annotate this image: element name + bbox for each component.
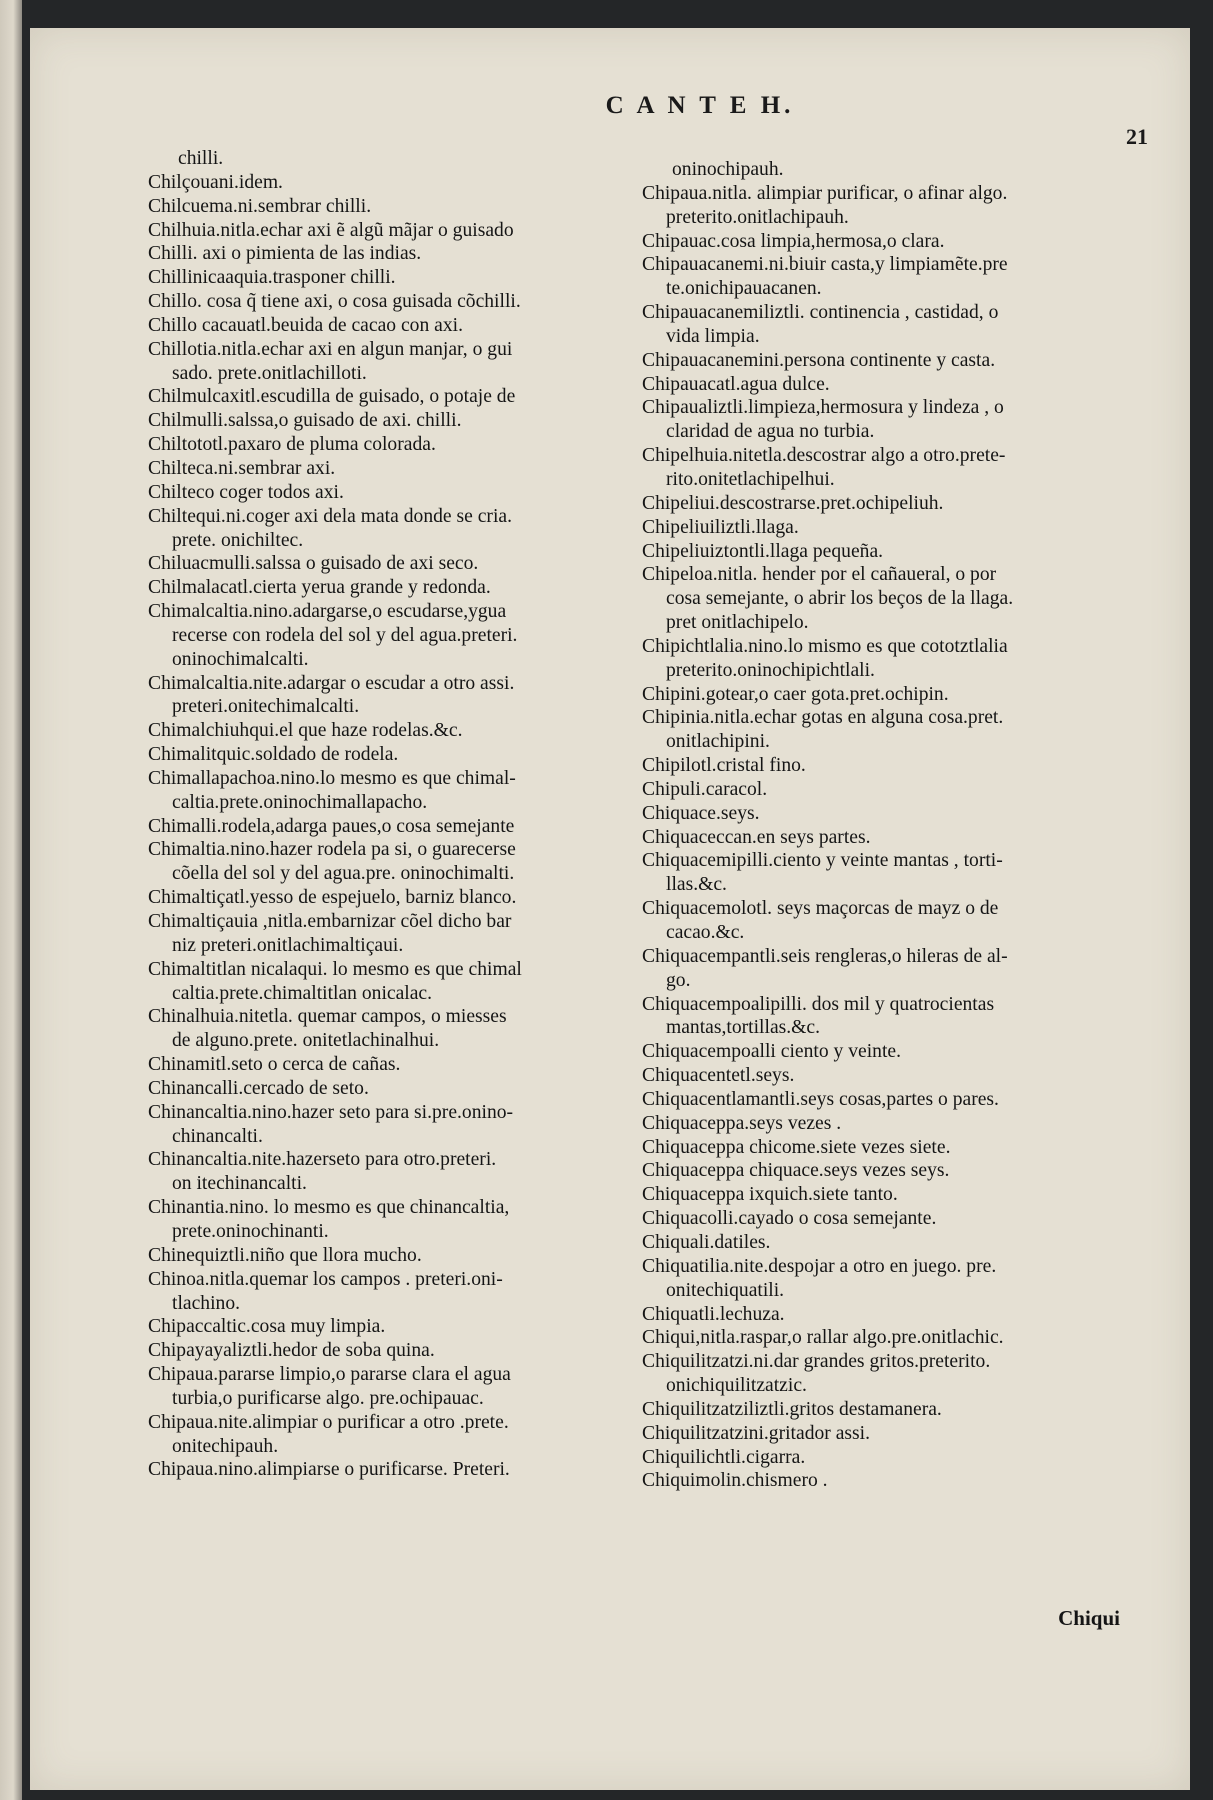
entry-line: on itechinancalti.: [172, 1173, 307, 1195]
entry-line: Chimallapachoa.nino.lo mesmo es que chimal-: [148, 767, 516, 789]
entry-line: Chinoa.nitla.quemar los campos . preteri.oni-: [148, 1268, 503, 1290]
entry-line: Chinamitl.seto o cerca de cañas.: [148, 1054, 401, 1076]
entry-line: sado. prete.onitlachilloti.: [172, 362, 367, 384]
entry-line: vida limpia.: [666, 325, 760, 347]
entry-line: Chilhuia.nitla.echar axi ẽ algũ mãjar o guisado: [148, 219, 514, 241]
entry-line: Chilcuema.ni.sembrar chilli.: [148, 195, 372, 217]
entry-line: Chiquilitzatzi.ni.dar grandes gritos.preterito.: [642, 1351, 991, 1373]
entry-line: Chinantia.nino. lo mesmo es que chinancaltia,: [148, 1197, 510, 1219]
entry-line: Chipeliuiliztli.llaga.: [642, 516, 799, 538]
entry-line: mantas,tortillas.&c.: [666, 1017, 820, 1039]
entry-line: caltia.prete.oninochimallapacho.: [172, 791, 428, 813]
running-head: C A N T E H.: [605, 92, 795, 119]
entry-line: Chiquaceppa ixquich.siete tanto.: [642, 1184, 898, 1206]
catchword: Chiqui: [1058, 1606, 1120, 1630]
entry-line: Chillo. cosa q̃ tiene axi, o cosa guisada cõchilli.: [148, 291, 521, 313]
entry-line: Chiquaceccan.en seys partes.: [642, 826, 871, 848]
entry-line: pret onitlachipelo.: [666, 612, 809, 634]
entry-line: Chilli. axi o pimienta de las indias.: [148, 243, 422, 265]
page-number: 21: [1126, 124, 1148, 149]
entry-line: Chiquacemolotl. seys maçorcas de mayz o de: [642, 898, 999, 920]
entry-line: de alguno.prete. onitetlachinalhui.: [172, 1030, 440, 1052]
entry-line: Chiqui,nitla.raspar,o rallar algo.pre.onitlachic.: [642, 1327, 1004, 1349]
entry-line: Chiquaceppa chiquace.seys vezes seys.: [642, 1160, 950, 1182]
entry-line: Chiquatli.lechuza.: [642, 1303, 785, 1325]
entry-line: niz preteri.onitlachimaltiçaui.: [172, 934, 404, 956]
entry-line: Chilteco coger todos axi.: [148, 481, 344, 503]
entry-line: Chinequiztli.niño que llora mucho.: [148, 1244, 422, 1266]
entry-line: Chilteca.ni.sembrar axi.: [148, 457, 336, 479]
entry-line: Chiluacmulli.salssa o guisado de axi seco.: [148, 553, 479, 575]
entry-line: chilli.: [178, 148, 224, 169]
entry-line: cosa semejante, o abrir los beços de la llaga.: [666, 588, 1014, 610]
entry-line: Chiquacempoalli ciento y veinte.: [642, 1041, 901, 1063]
entry-line: Chipeliui.descostrarse.pret.ochipeliuh.: [642, 492, 944, 514]
adjacent-page-edge: [0, 0, 22, 1800]
entry-line: Chipaua.nitla. alimpiar purificar, o afinar algo.: [642, 182, 1008, 204]
entry-line: preterito.oninochipichtlali.: [666, 659, 875, 681]
entry-line: Chiquilitzatzini.gritador assi.: [642, 1422, 871, 1444]
entry-line: Chipayayaliztli.hedor de soba quina.: [148, 1340, 435, 1362]
entry-line: Chipelhuia.nitetla.descostrar algo a otro.prete-: [642, 445, 1006, 467]
book-page: [30, 28, 1190, 1790]
entry-line: rito.onitetlachipelhui.: [666, 468, 835, 490]
entry-line: Chipichtlalia.nino.lo mismo es que cototztlalia: [642, 635, 1008, 657]
entry-line: Chinancaltia.nino.hazer seto para si.pre.onino-: [148, 1101, 514, 1123]
entry-line: llas.&c.: [666, 874, 727, 896]
entry-line: Chinancaltia.nite.hazerseto para otro.preteri.: [148, 1149, 497, 1171]
entry-line: Chimaltitlan nicalaqui. lo mesmo es que chimal: [148, 958, 522, 980]
entry-line: Chipauacanemini.persona continente y casta.: [642, 349, 996, 371]
entry-line: Chimalitquic.soldado de rodela.: [148, 744, 399, 766]
entry-line: Chinancalli.cercado de seto.: [148, 1077, 369, 1099]
entry-line: Chilmulli.salssa,o guisado de axi. chilli.: [148, 410, 462, 432]
entry-line: Chipilotl.cristal fino.: [642, 755, 806, 777]
entry-line: prete.oninochinanti.: [172, 1220, 329, 1242]
entry-line: caltia.prete.chimaltitlan onicalac.: [172, 982, 433, 1004]
entry-line: prete. onichiltec.: [172, 529, 304, 551]
entry-line: chinancalti.: [172, 1125, 263, 1147]
entry-line: onitechipauh.: [172, 1435, 279, 1457]
entry-line: preterito.onitlachipauh.: [666, 206, 849, 228]
entry-line: Chiquacemipilli.ciento y veinte mantas , torti-: [642, 850, 1003, 872]
entry-line: cacao.&c.: [666, 922, 745, 943]
entry-line: Chipeliuiztontli.llaga pequeña.: [642, 540, 884, 562]
entry-line: Chimaltiçauia ,nitla.embarnizar cõel dicho bar: [148, 911, 512, 932]
entry-line: Chimalcaltia.nino.adargarse,o escudarse,ygua: [148, 601, 507, 623]
entry-line: Chiquacentetl.seys.: [642, 1065, 795, 1087]
left-column: [148, 147, 623, 1482]
right-column: [642, 158, 1112, 1493]
entry-line: oninochimalcalti.: [172, 648, 309, 670]
entry-line: Chipauacanemiliztli. continencia , castidad, o: [642, 302, 999, 324]
entry-line: recerse con rodela del sol y del agua.preteri.: [172, 624, 518, 646]
entry-line: go.: [666, 969, 691, 991]
entry-line: Chillinicaaquia.trasponer chilli.: [148, 267, 396, 289]
entry-line: Chimalcaltia.nite.adargar o escudar a otro assi.: [148, 672, 515, 694]
entry-line: Chipaualiztli.limpieza,hermosura y lindeza , o: [642, 397, 1004, 419]
entry-line: Chipauacanemi.ni.biuir casta,y limpiamẽte.pre: [642, 254, 1008, 276]
entry-line: Chiquatilia.nite.despojar a otro en juego. pre.: [642, 1255, 997, 1277]
entry-line: Chiquacempoalipilli. dos mil y quatrocientas: [642, 993, 995, 1015]
entry-line: Chiltototl.paxaro de pluma colorada.: [148, 434, 436, 456]
entry-line: Chipini.gotear,o caer gota.pret.ochipin.: [642, 683, 949, 705]
entry-line: Chiquali.datiles.: [642, 1231, 771, 1253]
entry-line: Chilmalacatl.cierta yerua grande y redonda.: [148, 577, 491, 599]
entry-line: Chilçouani.idem.: [148, 171, 283, 193]
entry-line: Chimalchiuhqui.el que haze rodelas.&c.: [148, 720, 463, 742]
entry-line: onitlachipini.: [666, 731, 770, 753]
entry-line: Chiquacentlamantli.seys cosas,partes o pares.: [642, 1088, 999, 1110]
entry-line: Chiquace.seys.: [642, 802, 760, 824]
entry-line: Chipauac.cosa limpia,hermosa,o clara.: [642, 230, 945, 252]
entry-line: Chiquilitzatziliztli.gritos destamanera.: [642, 1398, 942, 1420]
entry-line: Chiquacempantli.seis rengleras,o hileras de al-: [642, 945, 1008, 967]
entry-line: Chinalhuia.nitetla. quemar campos, o miesses: [148, 1006, 507, 1028]
entry-line: Chiquimolin.chismero .: [642, 1470, 828, 1492]
entry-line: tlachino.: [172, 1292, 241, 1314]
entry-line: Chiquacolli.cayado o cosa semejante.: [642, 1208, 937, 1230]
entry-line: Chimalli.rodela,adarga paues,o cosa semejante: [148, 815, 515, 837]
entry-line: Chiquaceppa.seys vezes .: [642, 1112, 842, 1134]
entry-line: Chipaua.pararse limpio,o pararse clara el agua: [148, 1364, 511, 1386]
entry-line: cõella del sol y del agua.pre. oninochimalti.: [172, 863, 515, 885]
entry-line: onichiquilitzatzic.: [666, 1375, 807, 1397]
entry-line: Chillo cacauatl.beuida de cacao con axi.: [148, 314, 463, 336]
entry-line: Chipauacatl.agua dulce.: [642, 373, 830, 395]
entry-line: Chilmulcaxitl.escudilla de guisado, o potaje de: [148, 386, 516, 408]
entry-line: Chillotia.nitla.echar axi en algun manjar, o gui: [148, 338, 513, 360]
entry-line: te.onichipauacanen.: [666, 278, 822, 300]
entry-line: Chipaua.nino.alimpiarse o purificarse. Preteri.: [148, 1459, 510, 1481]
entry-line: onitechiquatili.: [666, 1279, 785, 1301]
entry-line: Chipaccaltic.cosa muy limpia.: [148, 1316, 386, 1338]
entry-line: oninochipauh.: [672, 159, 784, 180]
entry-line: turbia,o purificarse algo. pre.ochipauac.: [172, 1387, 484, 1409]
entry-line: Chipeloa.nitla. hender por el cañaueral, o por: [642, 564, 997, 586]
entry-line: claridad de agua no turbia.: [666, 421, 875, 443]
entry-line: Chiquilichtli.cigarra.: [642, 1446, 806, 1468]
entry-line: Chipaua.nite.alimpiar o purificar a otro .prete.: [148, 1411, 509, 1433]
entry-line: Chiltequi.ni.coger axi dela mata donde se cria.: [148, 505, 512, 527]
entry-line: Chimaltiçatl.yesso de espejuelo, barniz blanco.: [148, 887, 517, 909]
entry-line: Chiquaceppa chicome.siete vezes siete.: [642, 1136, 951, 1158]
entry-line: Chipuli.caracol.: [642, 778, 768, 800]
entry-line: preteri.onitechimalcalti.: [172, 696, 360, 718]
entry-line: Chipinia.nitla.echar gotas en alguna cosa.pret.: [642, 707, 1004, 729]
entry-line: Chimaltia.nino.hazer rodela pa si, o guarecerse: [148, 839, 516, 861]
